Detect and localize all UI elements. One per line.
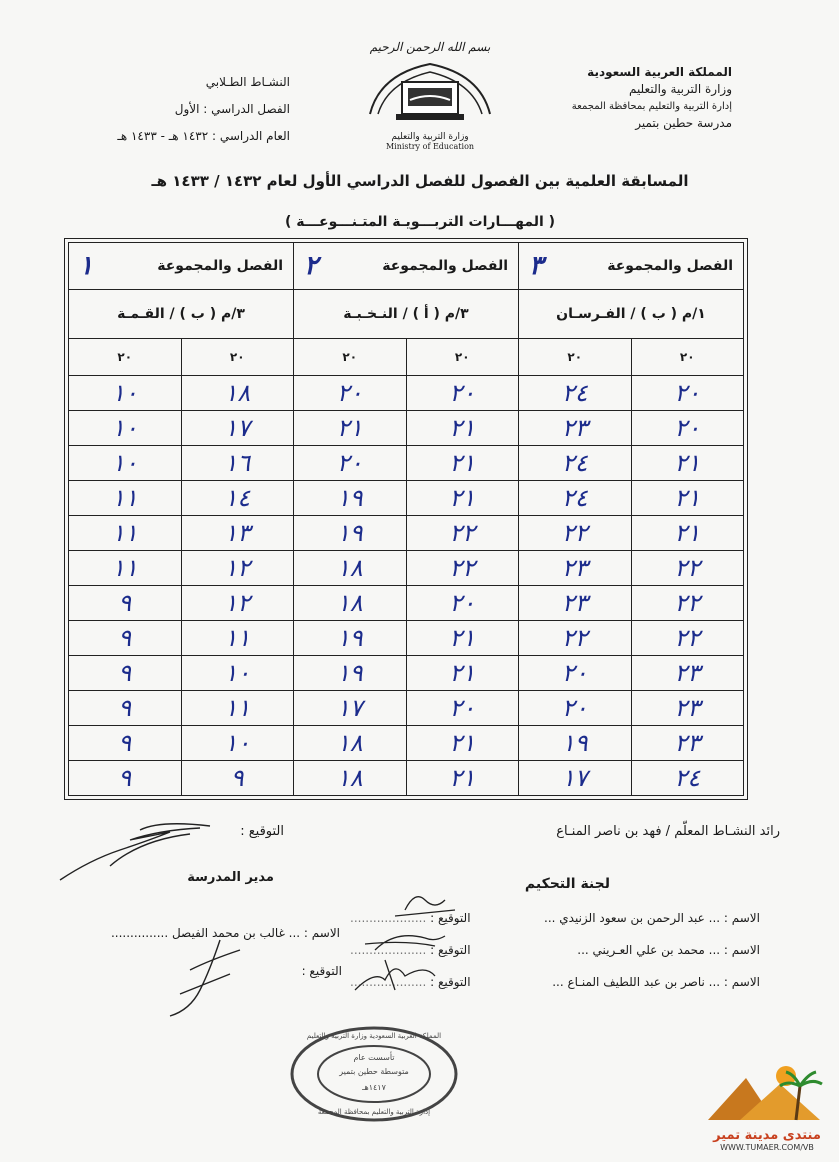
principal-name: الاسم : ... غالب بن محمد الفيصل ............... xyxy=(110,926,340,940)
group-header xyxy=(294,243,519,290)
score-cell: ١٩ xyxy=(294,656,407,691)
score-cell: ٢٣ xyxy=(631,691,744,726)
principal-signature-icon xyxy=(150,930,270,1020)
stamp-school-text: متوسطة حطين بتمير xyxy=(339,1067,409,1076)
ministry-name: وزارة التربية والتعليم xyxy=(628,82,732,96)
score-cell: ٢٠ xyxy=(631,376,744,411)
group-label: الفصل والمجموعة xyxy=(607,258,733,274)
principal-sign-label: التوقيع : xyxy=(301,964,342,978)
score-cell: ١٨ xyxy=(294,586,407,621)
score-cell: ٢١ xyxy=(406,656,519,691)
jury-name: الاسم : ... ناصر بن عبد اللطيف المنـاع ... xyxy=(552,975,760,989)
ministry-name-ar: وزارة التربية والتعليم xyxy=(391,132,469,142)
max-score: ٢٠ xyxy=(181,339,294,376)
stamp-top-text: المملكة العربية السعودية وزارة التربية والتعليم xyxy=(306,1032,442,1040)
score-cell: ٢٢ xyxy=(631,586,744,621)
score-cell: ٢٢ xyxy=(519,516,632,551)
score-cell: ٢٣ xyxy=(631,726,744,761)
forum-watermark xyxy=(700,1060,834,1160)
score-cell: ١٨ xyxy=(294,726,407,761)
score-cell: ١٩ xyxy=(294,621,407,656)
header-right-block xyxy=(560,64,732,132)
score-cell: ١١ xyxy=(69,481,182,516)
scores-table xyxy=(68,242,744,796)
score-cell: ٢٣ xyxy=(631,656,744,691)
score-cell: ٢٠ xyxy=(406,586,519,621)
score-cell: ١٠ xyxy=(69,411,182,446)
activity-leader: رائد النشـاط المعلّم / فهد بن ناصر المنـاع xyxy=(556,824,780,839)
group-label: الفصل والمجموعة xyxy=(157,258,283,274)
year-label: العام الدراسي : ١٤٣٢ هـ - ١٤٣٣ هـ xyxy=(117,129,290,143)
score-cell: ٢٠ xyxy=(406,376,519,411)
group-header xyxy=(519,243,744,290)
score-cell: ٢٠ xyxy=(406,691,519,726)
class-name-row xyxy=(69,290,744,339)
score-cell: ٢٠ xyxy=(294,446,407,481)
score-cell: ١٧ xyxy=(519,761,632,796)
jury-member: الاسم : ... عبد الرحمن بن سعود الزنيدي ... التوقيع : .................... xyxy=(350,902,760,934)
score-cell: ٩ xyxy=(69,586,182,621)
score-row xyxy=(69,761,744,796)
header-left-block xyxy=(80,74,290,145)
desert-palm-logo-icon xyxy=(700,1060,834,1124)
jury-name: الاسم : ... محمد بن علي العـريني ... xyxy=(577,943,760,957)
rank-number: ١ xyxy=(79,251,93,281)
stamp-bottom-text: إدارة التربية والتعليم بمحافظة المجمعة xyxy=(317,1108,431,1116)
score-cell: ٢١ xyxy=(406,481,519,516)
score-row xyxy=(69,376,744,411)
jury-name: الاسم : ... عبد الرحمن بن سعود الزنيدي ... xyxy=(544,911,760,925)
score-cell: ١١ xyxy=(69,551,182,586)
ministry-logo-icon xyxy=(360,54,500,134)
rank-number: ٣ xyxy=(529,251,543,281)
jury-member: الاسم : ... محمد بن علي العـريني ... التوقيع : .................... xyxy=(350,934,760,966)
score-cell: ٢١ xyxy=(406,446,519,481)
score-cell: ٢٠ xyxy=(294,376,407,411)
score-cell: ٢٠ xyxy=(631,411,744,446)
forum-url: WWW.TUMAER.COM/VB xyxy=(720,1143,814,1152)
score-cell: ١٦ xyxy=(181,446,294,481)
score-cell: ٢٣ xyxy=(519,586,632,621)
max-score: ٢٠ xyxy=(406,339,519,376)
class-name: ٣/م ( ب ) / القـمـة xyxy=(69,290,294,339)
score-row xyxy=(69,551,744,586)
score-cell: ٢١ xyxy=(406,621,519,656)
score-cell: ١١ xyxy=(69,516,182,551)
school-name: مدرسة حطين بتمير xyxy=(635,116,732,130)
basmala: بسم الله الرحمن الرحيم xyxy=(369,40,491,54)
score-cell: ١٨ xyxy=(294,761,407,796)
score-cell: ٢٢ xyxy=(631,621,744,656)
score-cell: ١٩ xyxy=(294,516,407,551)
school-stamp-icon xyxy=(288,1024,460,1124)
score-cell: ٩ xyxy=(69,656,182,691)
score-cell: ١١ xyxy=(181,621,294,656)
rank-number: ٢ xyxy=(304,251,318,281)
score-cell: ٢٢ xyxy=(519,621,632,656)
competition-title: المسابقة العلمية بين الفصول للفصل الدراسي الأول لعام ١٤٣٢ / ١٤٣٣ هـ xyxy=(151,172,689,190)
directorate-name: إدارة التربية والتعليم بمحافظة المجمعة xyxy=(571,101,732,112)
score-cell: ١١ xyxy=(181,691,294,726)
score-cell: ١٢ xyxy=(181,551,294,586)
score-cell: ٢١ xyxy=(406,761,519,796)
score-cell: ٢١ xyxy=(631,446,744,481)
score-row xyxy=(69,691,744,726)
max-score: ٢٠ xyxy=(69,339,182,376)
score-cell: ١٩ xyxy=(519,726,632,761)
score-cell: ١٠ xyxy=(181,656,294,691)
kingdom-name: المملكة العربية السعودية xyxy=(587,65,732,79)
score-cell: ١٠ xyxy=(69,446,182,481)
score-cell: ٢٢ xyxy=(631,551,744,586)
score-cell: ١٩ xyxy=(294,481,407,516)
class-name: ٣/م ( أ ) / النـخـبـة xyxy=(294,290,519,339)
score-row xyxy=(69,446,744,481)
score-row xyxy=(69,516,744,551)
group-header-row xyxy=(69,243,744,290)
max-score: ٢٠ xyxy=(294,339,407,376)
score-cell: ٢٣ xyxy=(519,411,632,446)
score-cell: ٢١ xyxy=(631,481,744,516)
score-row xyxy=(69,481,744,516)
score-cell: ٢١ xyxy=(631,516,744,551)
score-cell: ١٠ xyxy=(181,726,294,761)
score-cell: ٢١ xyxy=(406,726,519,761)
score-cell: ١٣ xyxy=(181,516,294,551)
max-score: ٢٠ xyxy=(631,339,744,376)
score-cell: ٢٢ xyxy=(406,516,519,551)
score-cell: ٢٠ xyxy=(519,691,632,726)
score-cell: ٢٠ xyxy=(519,656,632,691)
score-cell: ٢٣ xyxy=(519,551,632,586)
activity-label: النشـاط الطـلابي xyxy=(205,75,290,89)
ministry-name-en: Ministry of Education xyxy=(385,142,475,151)
competition-subtitle: ( المهـــارات التربـــويـة المتـنـــوعـــة ) xyxy=(284,214,556,230)
jury-title: لجنة التحكيم xyxy=(524,876,610,892)
score-row xyxy=(69,726,744,761)
score-cell: ١٠ xyxy=(69,376,182,411)
score-cell: ٢٢ xyxy=(406,551,519,586)
score-cell: ١٤ xyxy=(181,481,294,516)
group-header xyxy=(69,243,294,290)
score-cell: ١٨ xyxy=(181,376,294,411)
score-cell: ٩ xyxy=(69,621,182,656)
stamp-year-text: ١٤١٧هـ xyxy=(362,1083,386,1092)
score-cell: ٢٤ xyxy=(519,481,632,516)
score-row xyxy=(69,586,744,621)
semester-label: الفصل الدراسي : الأول xyxy=(174,102,290,116)
jury-sign-label: التوقيع : xyxy=(430,911,471,925)
jury-signatures-icon xyxy=(345,880,475,1000)
score-row xyxy=(69,656,744,691)
score-cell: ١٢ xyxy=(181,586,294,621)
jury-sign-label: التوقيع : xyxy=(430,975,471,989)
max-score-row xyxy=(69,339,744,376)
score-cell: ١٨ xyxy=(294,551,407,586)
score-cell: ٩ xyxy=(69,761,182,796)
class-name: ١/م ( ب ) / الفـرسـان xyxy=(519,290,744,339)
score-cell: ١٧ xyxy=(294,691,407,726)
jury-member: الاسم : ... ناصر بن عبد اللطيف المنـاع ... التوقيع : .................... xyxy=(350,966,760,998)
score-row xyxy=(69,621,744,656)
principal-title: مدير المدرسة xyxy=(187,870,274,885)
score-cell: ٩ xyxy=(69,726,182,761)
forum-title: منتدى مدينة تمير xyxy=(713,1128,821,1143)
score-cell: ٢١ xyxy=(294,411,407,446)
score-cell: ٢٤ xyxy=(519,446,632,481)
score-cell: ٢٤ xyxy=(519,376,632,411)
max-score: ٢٠ xyxy=(519,339,632,376)
score-row xyxy=(69,411,744,446)
score-cell: ٩ xyxy=(181,761,294,796)
stamp-founded-text: تأسست عام xyxy=(353,1053,395,1062)
score-cell: ٩ xyxy=(69,691,182,726)
score-cell: ٢٤ xyxy=(631,761,744,796)
score-cell: ٢١ xyxy=(406,411,519,446)
score-cell: ١٧ xyxy=(181,411,294,446)
group-label: الفصل والمجموعة xyxy=(382,258,508,274)
jury-sign-label: التوقيع : xyxy=(430,943,471,957)
leader-sign-label: التوقيع : xyxy=(240,824,284,839)
ministry-emblem xyxy=(360,40,500,152)
